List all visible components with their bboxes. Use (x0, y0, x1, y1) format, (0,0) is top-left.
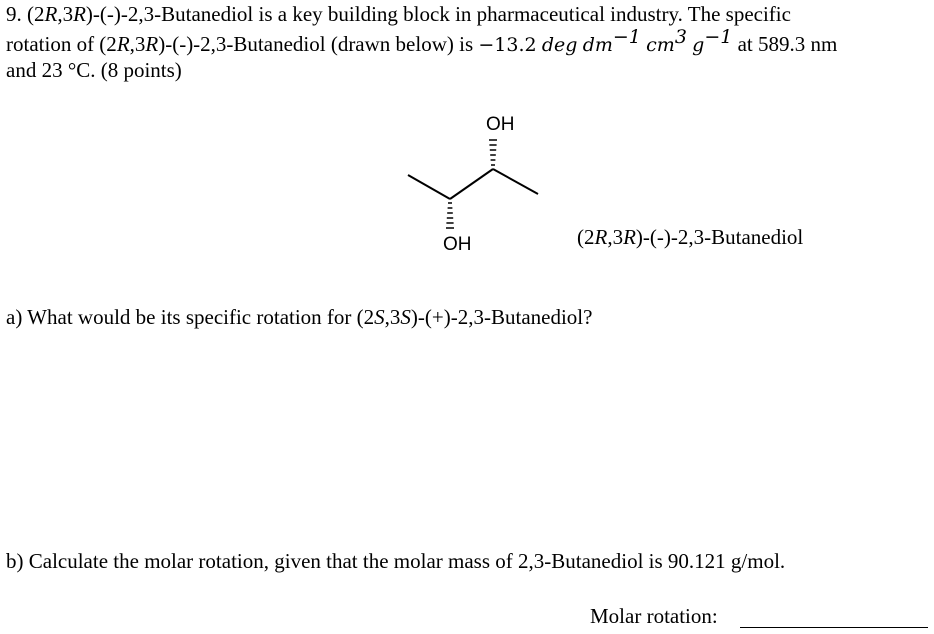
question-number: 9. (2 (6, 2, 45, 26)
hashed-wedge-bottom (446, 203, 454, 228)
question-line-2 (6, 26, 838, 57)
text-segment: ,3 (57, 2, 74, 26)
text-segment: a) What would be its specific rotation for (2 (6, 305, 375, 329)
butanediol-structure (390, 100, 560, 265)
unit-cm: cm (646, 34, 675, 56)
text-segment: )-(-)-2,3-Butanediol is a key building block in pharmaceutical industry. The specific (85, 2, 791, 26)
stereo-descriptor: R (594, 225, 608, 249)
text-segment: and 23 °C. (8 points) (6, 58, 182, 82)
bond-right (493, 169, 538, 194)
oh-top-label: OH (486, 114, 515, 135)
unit-deg: deg (541, 34, 578, 56)
compound-label (577, 225, 803, 250)
text-segment: )-(+)-2,3-Butanediol? (410, 305, 593, 329)
oh-bottom-label: OH (443, 234, 472, 255)
molar-rotation-answer-blank[interactable] (740, 627, 928, 628)
text-segment: rotation of (2 (6, 32, 117, 56)
stereo-descriptor: R (73, 2, 86, 26)
text-segment: at 589.3 nm (732, 32, 838, 56)
exponent: −1 (612, 26, 641, 48)
exponent: −1 (704, 26, 733, 48)
hashed-wedge-top (489, 140, 497, 165)
unit-g: g (692, 34, 705, 56)
text-segment: )-(-)-2,3-Butanediol (635, 225, 804, 249)
stereo-descriptor: R (44, 2, 58, 26)
bond-center (450, 169, 493, 199)
question-line-1 (6, 2, 791, 26)
unit-dm: dm (582, 34, 613, 56)
stereo-descriptor: S (400, 305, 411, 329)
stereo-descriptor: R (145, 32, 159, 56)
stereo-descriptor: R (623, 225, 636, 249)
text-segment: )-(-)-2,3-Butanediol (drawn below) is (158, 32, 479, 56)
text-segment: Molar rotation: (590, 604, 718, 628)
text-segment: (2 (577, 225, 595, 249)
part-b-question (6, 549, 785, 573)
question-line-3 (6, 58, 182, 82)
exponent: 3 (674, 26, 687, 48)
bond-left (408, 175, 450, 199)
text-segment: ,3 (607, 225, 624, 249)
text-segment: ,3 (384, 305, 401, 329)
text-segment: ,3 (129, 32, 146, 56)
stereo-descriptor: R (116, 32, 130, 56)
rotation-value: −13.2 (478, 34, 537, 56)
text-segment: b) Calculate the molar rotation, given that the molar mass of 2,3-Butanediol is 90.121 g/mol. (6, 549, 786, 573)
stereo-descriptor: S (374, 305, 385, 329)
part-a-question (6, 305, 592, 329)
molar-rotation-label (590, 604, 718, 628)
